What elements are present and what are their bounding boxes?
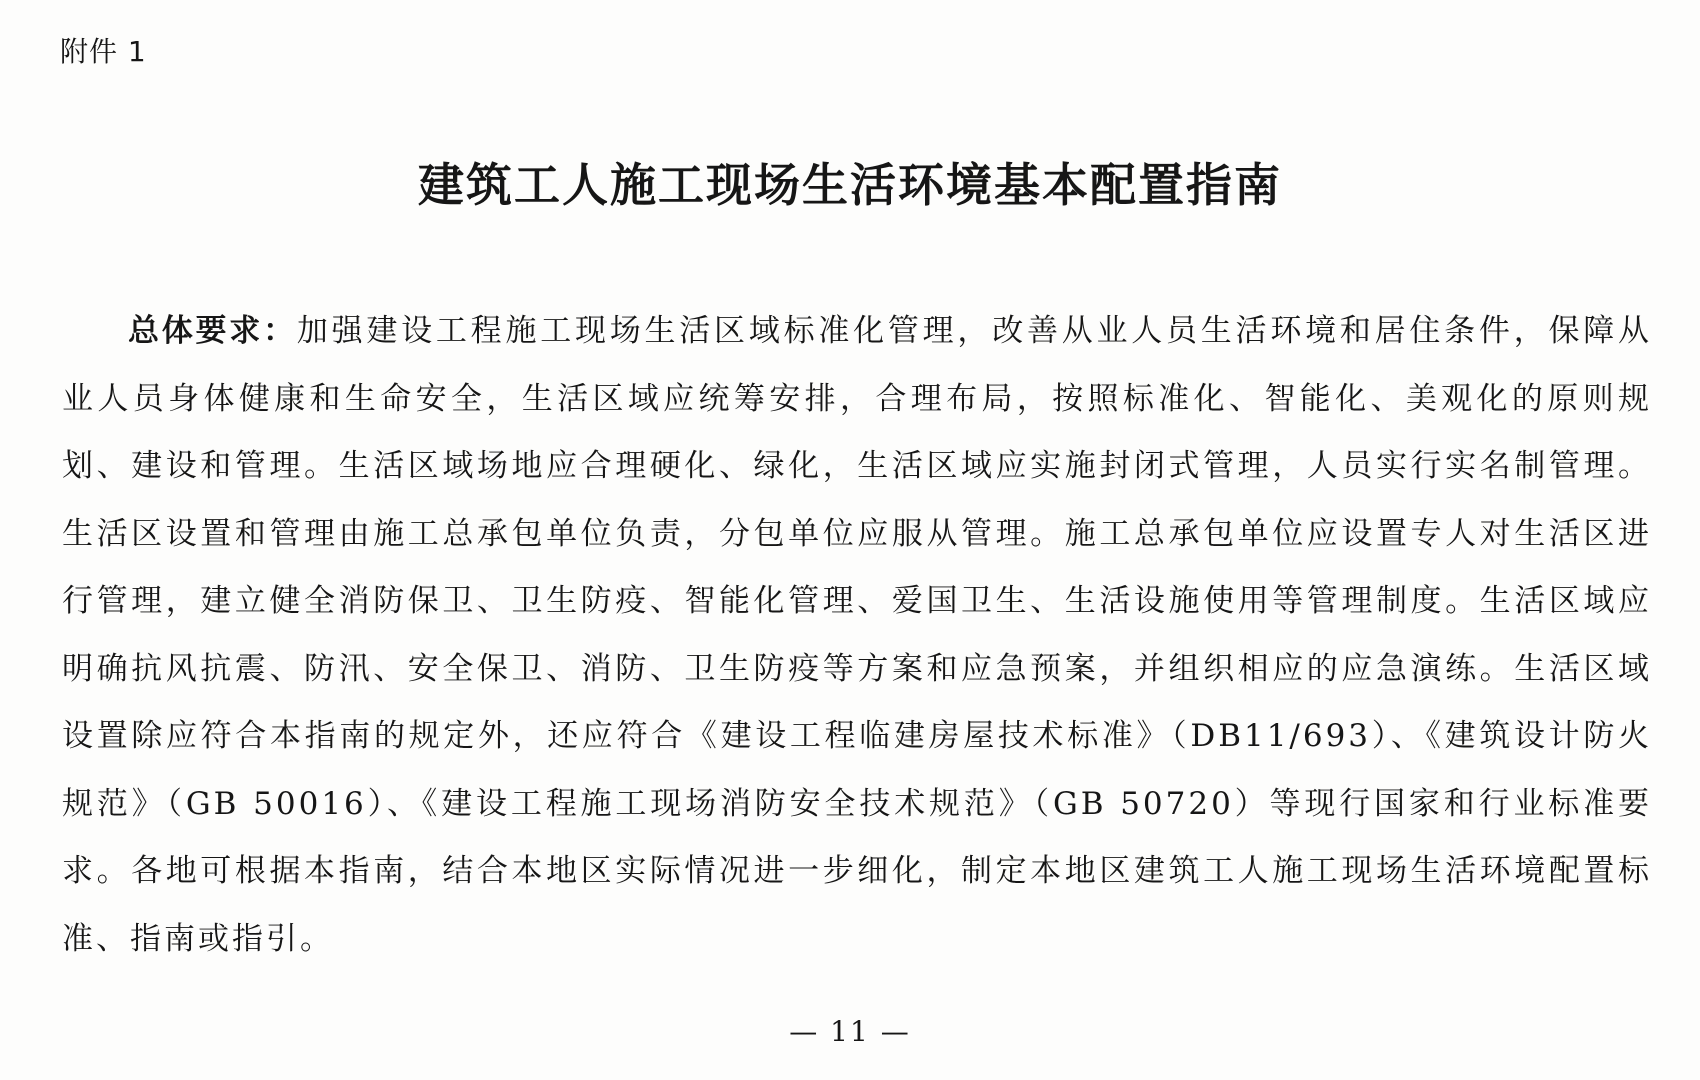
document-title: 建筑工人施工现场生活环境基本配置指南	[418, 158, 1282, 212]
body-text: 加强建设工程施工现场生活区域标准化管理，改善从业人员生活环境和居住条件，保障从业人员身体健康和生命安全，生活区域应统筹安排，合理布局，按照标准化、智能化、美观化的原则规划、建设和管理。生活区域场地应合理硬化、绿化，生活区域应实施封闭式管理，人员实行实名制管理。生活区设置和管理由施工总承包单位负责，分包单位应服从管理。施工总承包单位应设置专人对生活区进行管理，建立健全消防保卫、卫生防疫、智能化管理、爱国卫生、生活设施使用等管理制度。生活区域应明确抗风抗震、防汛、安全保卫、消防、卫生防疫等方案和应急预案，并组织相应的应急演练。生活区域设置除应符合本指南的规定外，还应符合《建设工程临建房屋技术标准》（DB11/693）、《建筑设计防火规范》（GB 50016）、《建设工程施工现场消防安全技术规范》（GB 50720）等现行国家和行业标准要求。各地可根据本指南，结合本地区实际情况进一步细化，制定本地区建筑工人施工现场生活环境配置标准、指南或指引。	[62, 313, 1653, 957]
page-number: — 11 —	[789, 1015, 911, 1048]
body-paragraph	[62, 298, 1652, 973]
attachment-label: 附件 1	[60, 35, 147, 68]
lead-label: 总体要求：	[128, 313, 297, 349]
